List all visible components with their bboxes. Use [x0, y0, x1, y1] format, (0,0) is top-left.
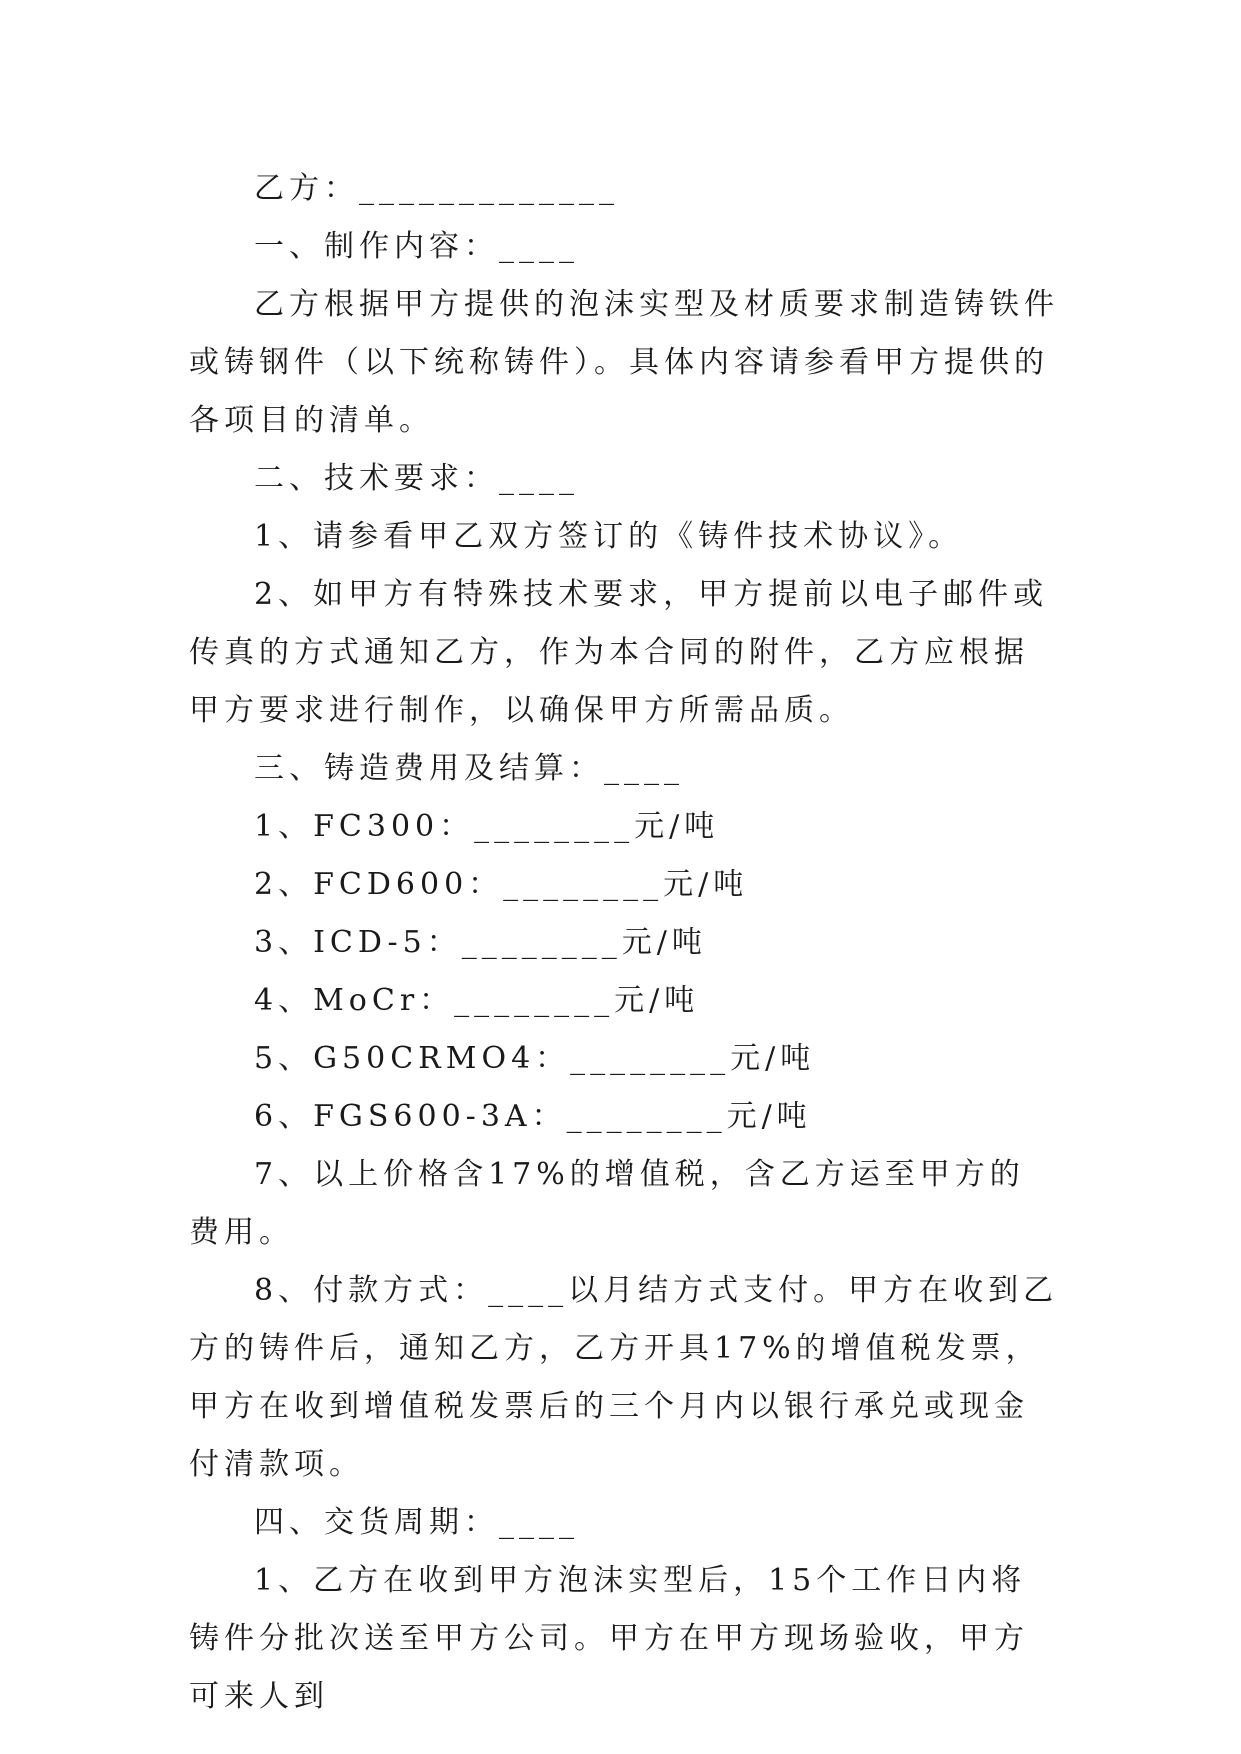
section-2-item-1: 1、请参看甲乙双方签订的《铸件技术协议》。: [254, 519, 964, 554]
document-body: [189, 160, 1059, 1726]
section-4-item-1: 1、乙方在收到甲方泡沫实型后，15个工作日内将铸件分批次送至甲方公司。甲方在甲方现场验收，甲方可来人到: [189, 1563, 1029, 1714]
price-tax-note: 7、以上价格含17%的增值税，含乙方运至甲方的费用。: [189, 1157, 1025, 1250]
section-1-heading: 一、制作内容：____: [254, 229, 579, 264]
price-item-fcd600: 2、FCD600：________元/吨: [254, 867, 749, 902]
section-4-heading: 四、交货周期：____: [254, 1505, 579, 1540]
price-item-icd5: 3、ICD-5：________元/吨: [254, 925, 707, 960]
payment-terms: 8、付款方式：____以月结方式支付。甲方在收到乙方的铸件后，通知乙方，乙方开具17%的增值税发票，甲方在收到增值税发票后的三个月内以银行承兑或现金付清款项。: [189, 1273, 1059, 1482]
price-item-mocr: 4、MoCr：________元/吨: [254, 983, 700, 1018]
price-item-g50crmo4: 5、G50CRMO4：________元/吨: [254, 1041, 816, 1076]
section-3-heading: 三、铸造费用及结算：____: [254, 751, 684, 786]
party-b-line: 乙方：_____________: [254, 171, 619, 206]
price-item-fgs600: 6、FGS600-3A：________元/吨: [254, 1099, 812, 1134]
section-1-text: 乙方根据甲方提供的泡沫实型及材质要求制造铸铁件或铸钢件（以下统称铸件）。具体内容请参看甲方提供的各项目的清单。: [189, 287, 1059, 438]
price-item-fc300: 1、FC300：________元/吨: [254, 809, 720, 844]
section-2-heading: 二、技术要求：____: [254, 461, 579, 496]
section-2-item-2: 2、如甲方有特殊技术要求，甲方提前以电子邮件或传真的方式通知乙方，作为本合同的附件，乙方应根据甲方要求进行制作，以确保甲方所需品质。: [189, 577, 1049, 728]
